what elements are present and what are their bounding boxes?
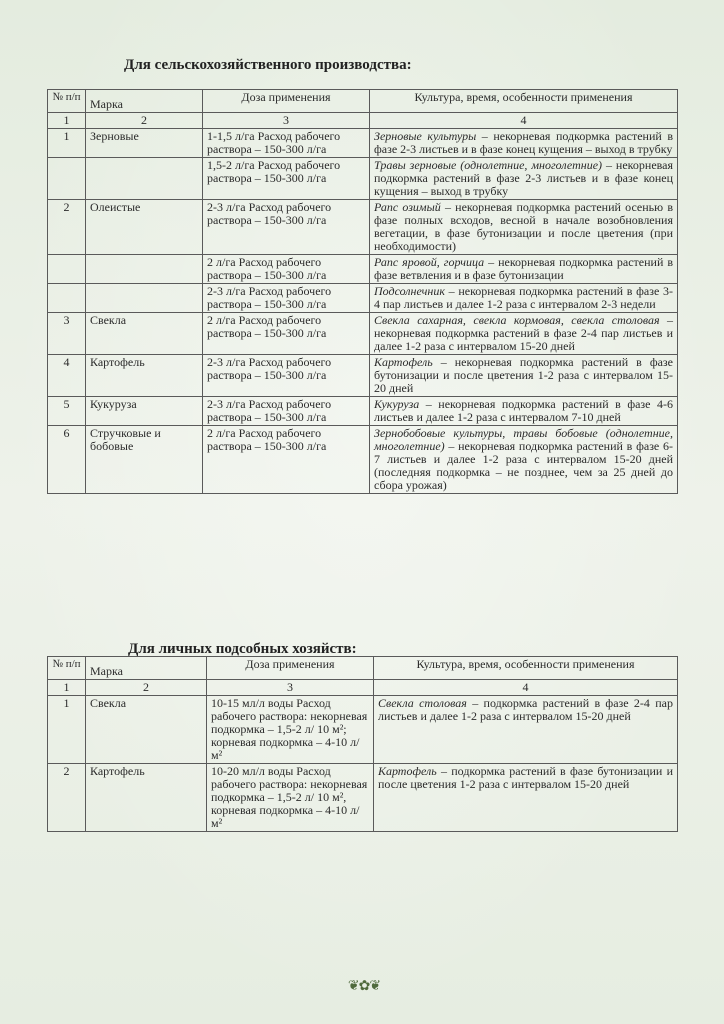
index-cell: 4 bbox=[370, 113, 678, 129]
row-dose: 2-3 л/га Расход рабочего раствора – 150-300 л/га bbox=[203, 200, 370, 255]
row-dose: 2-3 л/га Расход рабочего раствора – 150-300 л/га bbox=[203, 284, 370, 313]
table-row bbox=[48, 255, 678, 284]
header-dose: Доза применения bbox=[203, 90, 370, 113]
section-title-household: Для личных подсобных хозяйств: bbox=[128, 641, 357, 657]
row-culture bbox=[370, 158, 678, 200]
row-dose: 10-15 мл/л воды Расход рабочего раствора: некорневая подкормка – 1,5-2 л/ 10 м²; корневая подкормка – 4-10 л/ м² bbox=[207, 696, 374, 764]
section-title-agricultural: Для сельскохозяйственного производства: bbox=[124, 57, 412, 73]
culture-name: Подсолнечник bbox=[374, 284, 445, 298]
row-mark: Стручковые и бобовые bbox=[86, 426, 203, 494]
ornament-icon: ❦✿❦ bbox=[347, 978, 381, 994]
culture-name: Свекла сахарная, свекла кормовая, свекла столовая bbox=[374, 313, 660, 327]
culture-name: Свекла столовая bbox=[378, 696, 467, 710]
row-mark: Кукуруза bbox=[86, 397, 203, 426]
culture-name: Картофель bbox=[378, 764, 437, 778]
culture-description: – подкормка растений в фазе бутонизации и после цветения 1-2 раза с интервалом 15-20 дней bbox=[378, 764, 673, 791]
row-mark: Картофель bbox=[86, 355, 203, 397]
culture-description: – некорневая подкормка растений в фазе 4-6 листьев и далее 1-2 раза с интервалом 7-10 дней bbox=[374, 397, 673, 424]
index-cell: 3 bbox=[207, 680, 374, 696]
row-dose: 2 л/га Расход рабочего раствора – 150-300 л/га bbox=[203, 426, 370, 494]
table-header-row bbox=[48, 90, 678, 113]
culture-description: – некорневая подкормка растений в фазе 3-4 пар листьев и далее 1-2 раза с интервалом 2-3 недели bbox=[374, 284, 673, 311]
row-mark bbox=[86, 284, 203, 313]
index-cell: 1 bbox=[48, 113, 86, 129]
row-num: 1 bbox=[48, 129, 86, 158]
row-num: 1 bbox=[48, 696, 86, 764]
culture-description: – некорневая подкормка растений осенью в фазе полных всходов, весной в начале возобновления вегетации, в фазе бутонизации и после цветения (при необходимости) bbox=[374, 200, 673, 253]
header-dose: Доза применения bbox=[207, 657, 374, 680]
culture-description: – подкормка растений в фазе 2-4 пар листьев и далее 1-2 раза с интервалом 15-20 дней bbox=[378, 696, 673, 723]
table-index-row bbox=[48, 113, 678, 129]
table-index-row bbox=[48, 680, 678, 696]
row-num bbox=[48, 284, 86, 313]
culture-description: – некорневая подкормка растений в фазе 2-4 пар листьев и далее 1-2 раза с интервалом 15-20 дней bbox=[374, 313, 673, 353]
index-cell: 4 bbox=[374, 680, 678, 696]
culture-description: – некорневая подкормка растений в фазе бутонизации и после цветения 1-2 раза с интервалом 15-20 дней bbox=[374, 355, 673, 395]
header-num: № п/п bbox=[48, 90, 86, 113]
table-row bbox=[48, 129, 678, 158]
row-num: 4 bbox=[48, 355, 86, 397]
row-culture bbox=[370, 284, 678, 313]
table-header-row bbox=[48, 657, 678, 680]
row-num bbox=[48, 158, 86, 200]
culture-name: Рапс озимый bbox=[374, 200, 441, 214]
culture-name: Травы зерновые (однолетние, многолетние) bbox=[374, 158, 603, 172]
row-dose: 1-1,5 л/га Расход рабочего раствора – 150-300 л/га bbox=[203, 129, 370, 158]
row-mark: Свекла bbox=[86, 696, 207, 764]
row-num: 2 bbox=[48, 200, 86, 255]
household-table bbox=[47, 656, 678, 832]
culture-name: Кукуруза bbox=[374, 397, 420, 411]
row-dose: 2 л/га Расход рабочего раствора – 150-300 л/га bbox=[203, 313, 370, 355]
row-culture bbox=[374, 764, 678, 832]
agricultural-table bbox=[47, 89, 678, 494]
index-cell: 1 bbox=[48, 680, 86, 696]
header-culture: Культура, время, особенности применения bbox=[370, 90, 678, 113]
row-culture bbox=[374, 696, 678, 764]
agricultural-rows bbox=[48, 129, 678, 494]
table-row bbox=[48, 764, 678, 832]
culture-description: – некорневая подкормка растений в фазе 2-3 листьев и в фазе конец кущения – выход в трубку bbox=[374, 158, 673, 198]
row-dose: 2 л/га Расход рабочего раствора – 150-300 л/га bbox=[203, 255, 370, 284]
culture-name: Зерновые культуры bbox=[374, 129, 477, 143]
household-rows bbox=[48, 696, 678, 832]
header-mark: Марка bbox=[86, 90, 203, 113]
row-culture bbox=[370, 129, 678, 158]
header-culture: Культура, время, особенности применения bbox=[374, 657, 678, 680]
row-mark: Олеистые bbox=[86, 200, 203, 255]
row-num: 2 bbox=[48, 764, 86, 832]
culture-description: – некорневая подкормка растений в фазе ветвления и в фазе бутонизации bbox=[374, 255, 673, 282]
culture-description: – некорневая подкормка растений в фазе 2-3 листьев и в фазе конец кущения – выход в трубку bbox=[374, 129, 673, 156]
culture-name: Картофель bbox=[374, 355, 433, 369]
row-dose: 2-3 л/га Расход рабочего раствора – 150-300 л/га bbox=[203, 397, 370, 426]
header-num: № п/п bbox=[48, 657, 86, 680]
table-row bbox=[48, 158, 678, 200]
row-num: 3 bbox=[48, 313, 86, 355]
row-dose: 10-20 мл/л воды Расход рабочего раствора: некорневая подкормка – 1,5-2 л/ 10 м², корневая подкормка – 4-10 л/м² bbox=[207, 764, 374, 832]
row-num: 6 bbox=[48, 426, 86, 494]
culture-description: – некорневая подкормка растений в фазе 6-7 листьев и далее 1-2 раза с интервалом 15-20 дней (последняя подкормка – не позднее, чем за 25 дней до сбора урожая) bbox=[374, 439, 673, 492]
row-mark: Зерновые bbox=[86, 129, 203, 158]
row-mark bbox=[86, 255, 203, 284]
row-num: 5 bbox=[48, 397, 86, 426]
row-culture bbox=[370, 355, 678, 397]
index-cell: 3 bbox=[203, 113, 370, 129]
table-row bbox=[48, 426, 678, 494]
table-row bbox=[48, 696, 678, 764]
row-mark bbox=[86, 158, 203, 200]
row-dose: 1,5-2 л/га Расход рабочего раствора – 150-300 л/га bbox=[203, 158, 370, 200]
row-culture bbox=[370, 426, 678, 494]
row-culture bbox=[370, 255, 678, 284]
index-cell: 2 bbox=[86, 113, 203, 129]
row-mark: Свекла bbox=[86, 313, 203, 355]
header-mark: Марка bbox=[86, 657, 207, 680]
culture-name: Рапс яровой, горчица bbox=[374, 255, 485, 269]
row-culture bbox=[370, 397, 678, 426]
culture-name: Зернобобовые культуры, травы бобовые (однолетние, многолетние) bbox=[374, 426, 673, 453]
row-dose: 2-3 л/га Расход рабочего раствора – 150-300 л/га bbox=[203, 355, 370, 397]
row-culture bbox=[370, 313, 678, 355]
table-row bbox=[48, 355, 678, 397]
row-num bbox=[48, 255, 86, 284]
row-culture bbox=[370, 200, 678, 255]
index-cell: 2 bbox=[86, 680, 207, 696]
table-row bbox=[48, 313, 678, 355]
table-row bbox=[48, 200, 678, 255]
row-mark: Картофель bbox=[86, 764, 207, 832]
table-row bbox=[48, 284, 678, 313]
table-row bbox=[48, 397, 678, 426]
